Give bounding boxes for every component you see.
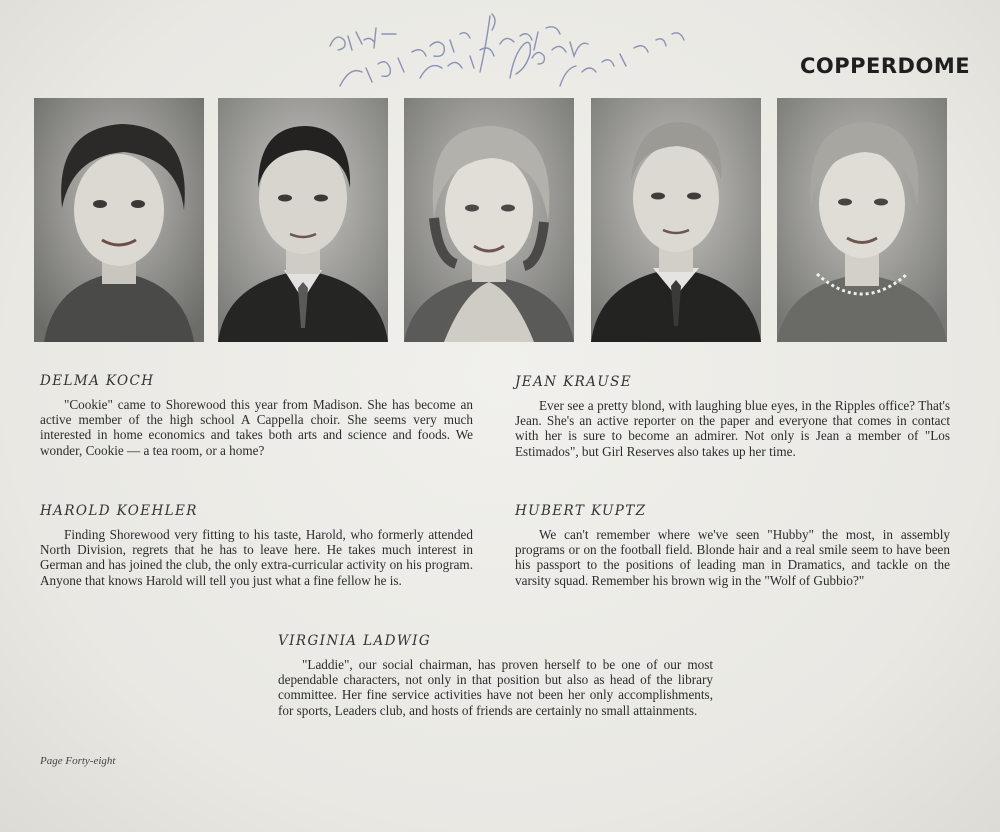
bio-virginia-ladwig — [278, 633, 713, 718]
page-title: COPPERDOME — [800, 54, 971, 78]
portrait-delma-koch — [34, 98, 204, 342]
portrait-jean-krause — [404, 98, 574, 342]
portrait-harold-koehler — [218, 98, 388, 342]
portrait-hubert-kuptz — [591, 98, 761, 342]
bio-name: DELMA KOCH — [40, 373, 155, 389]
bio-name: HUBERT KUPTZ — [515, 503, 647, 519]
bio-name: VIRGINIA LADWIG — [278, 633, 432, 649]
bio-text: Ever see a pretty blond, with laughing blue eyes, in the Ripples office? That's Jean. She's an active reporter on the paper and everyone that comes in contact with her is sure to become an admirer. Not only is Jean a member of "Los Estimados", but Girl Reserves also takes up her time. — [515, 398, 950, 459]
bio-delma-koch — [40, 373, 473, 458]
bio-jean-krause — [515, 374, 950, 459]
handwritten-signature — [320, 6, 720, 98]
bio-text: Finding Shorewood very fitting to his taste, Harold, who formerly attended North Division, regrets that he has to leave here. He takes much interest in German and has joined the club, the only extra-curricular activity on his program. Anyone that knows Harold will tell you just what a fine fellow he is. — [40, 527, 473, 588]
bio-text: "Laddie", our social chairman, has proven herself to be one of our most dependable characters, not only in that position but also as head of the library committee. Her fine service activities have not been her only accomplishments, for sports, Leaders club, and hosts of friends are certainly no small attainments. — [278, 657, 713, 718]
bio-harold-koehler — [40, 503, 473, 588]
bio-name: HAROLD KOEHLER — [40, 503, 198, 519]
bio-hubert-kuptz — [515, 503, 950, 588]
bio-text: "Cookie" came to Shorewood this year from Madison. She has become an active member of the high school A Cappella choir. She seems very much interested in home economics and takes both arts and science and foods. We wonder, Cookie — a tea room, or a home? — [40, 397, 473, 458]
bio-name: JEAN KRAUSE — [515, 374, 632, 390]
portrait-virginia-ladwig — [777, 98, 947, 342]
page-number: Page Forty-eight — [40, 755, 116, 767]
bio-text: We can't remember where we've seen "Hubby" the most, in assembly programs or on the football field. Blonde hair and a real smile seem to have been his passport to the positions of leading man in Dramatics, and tackle on the varsity squad. Remember his brown wig in the "Wolf of Gubbio?" — [515, 527, 950, 588]
